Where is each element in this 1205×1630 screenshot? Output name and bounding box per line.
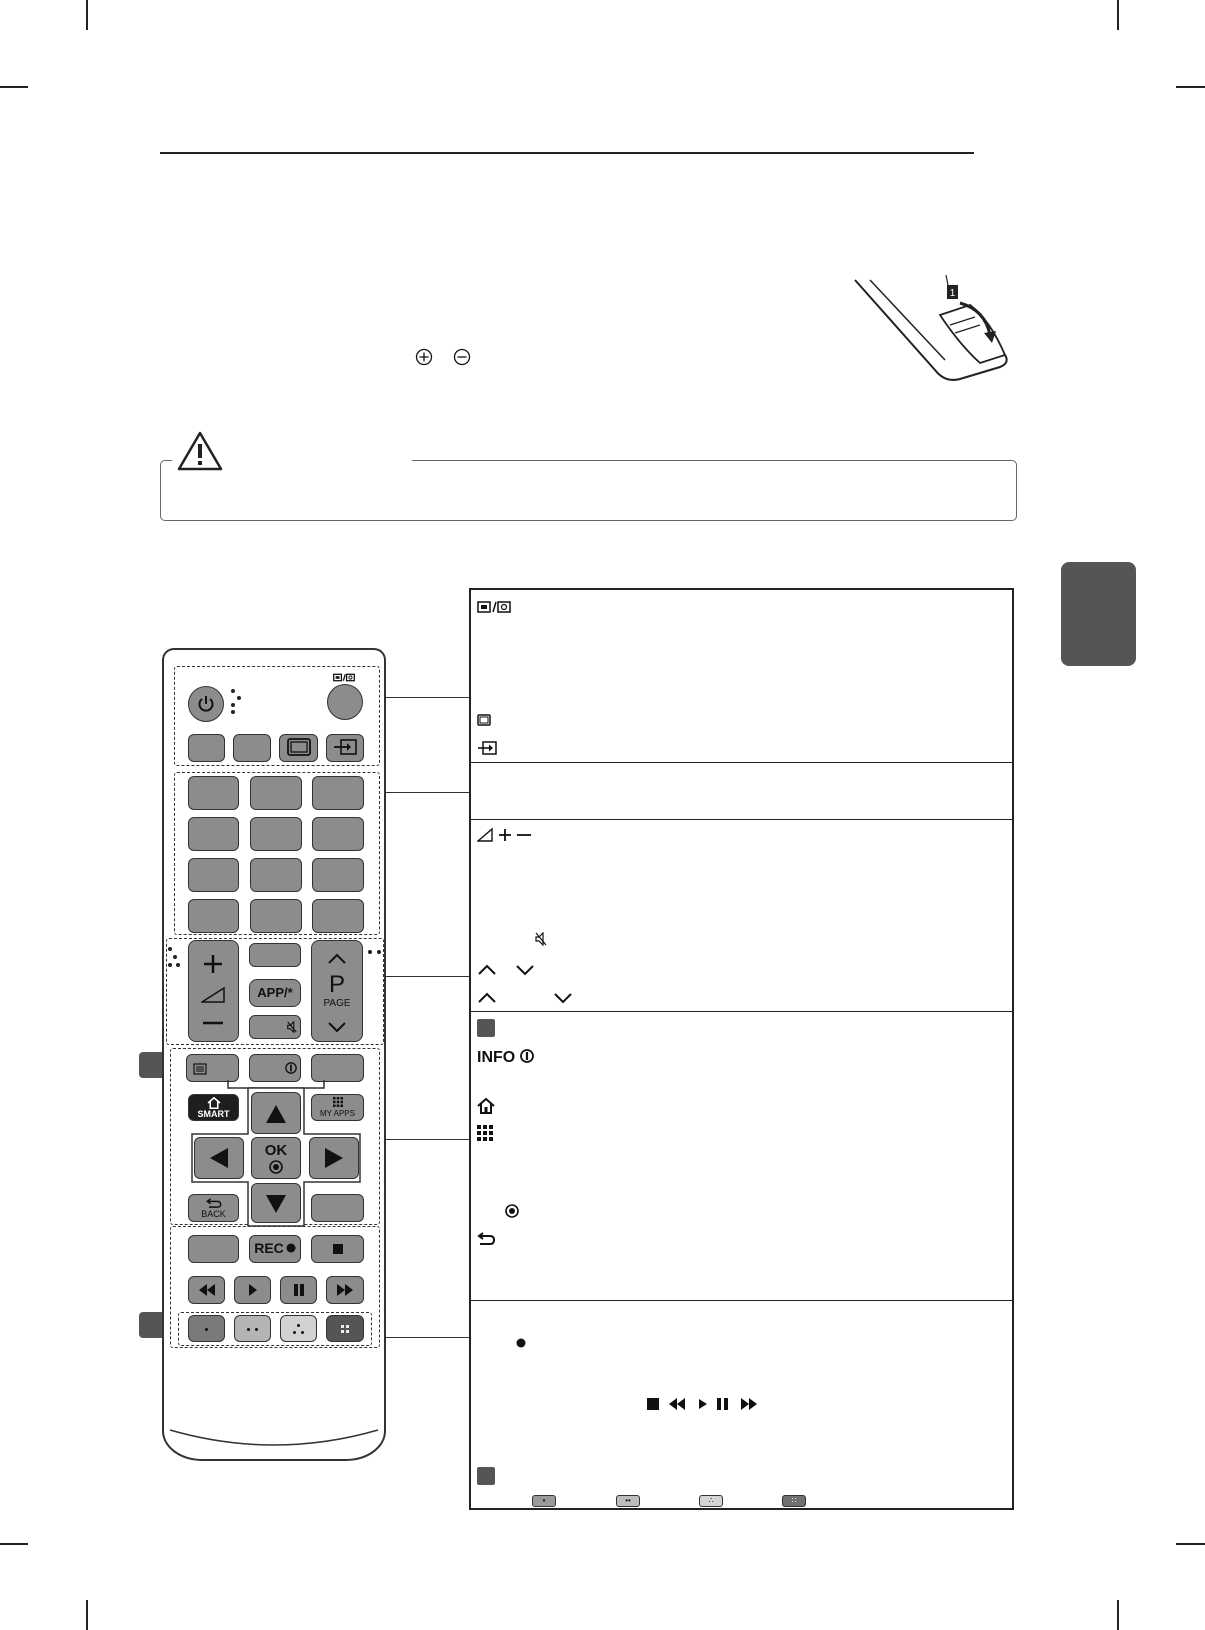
- battery-plus-icon: [415, 348, 433, 366]
- svg-text:1: 1: [949, 288, 956, 299]
- battery-cover-illustration: [850, 275, 1020, 395]
- channel-down-icon: [327, 1021, 347, 1033]
- ok-wheel-icon: [269, 1160, 283, 1174]
- crop-mark: [1117, 1600, 1119, 1630]
- indicator-dot: [168, 947, 172, 951]
- input-icon: [333, 739, 357, 755]
- settings-button[interactable]: [311, 1054, 364, 1082]
- crop-mark: [1117, 0, 1119, 30]
- ratio-icon: [287, 738, 311, 756]
- volume-plus-minus-icon: [477, 827, 533, 843]
- tv-rad-icon: [477, 600, 511, 614]
- smart-label: SMART: [197, 1109, 230, 1119]
- tv-rad-button[interactable]: [327, 684, 363, 720]
- indicator-dot: [173, 955, 177, 959]
- play-icon: [248, 1284, 258, 1296]
- ok-button[interactable]: [251, 1137, 301, 1179]
- input-button[interactable]: [326, 734, 364, 762]
- indicator-dot: [237, 696, 241, 700]
- side-tab: [1061, 562, 1136, 666]
- stop-icon: [333, 1244, 343, 1254]
- volume-plus-icon: [202, 953, 224, 975]
- blue-key-icon: ∷: [782, 1495, 806, 1507]
- battery-minus-icon: [453, 348, 471, 366]
- mute-button[interactable]: [249, 1015, 301, 1039]
- table-divider: [471, 762, 1012, 763]
- indicator-dot: [176, 963, 180, 967]
- ok-wheel-icon: [505, 1204, 519, 1218]
- home-icon: [477, 1097, 495, 1115]
- number-button[interactable]: [250, 858, 302, 892]
- red-key-icon: •: [532, 1495, 556, 1507]
- info-text: INFO: [477, 1049, 516, 1066]
- two-dots-icon: [247, 1328, 250, 1331]
- fast-forward-icon: [336, 1284, 354, 1296]
- indicator-dot: [368, 950, 372, 954]
- back-label: BACK: [201, 1209, 226, 1219]
- volume-icon: [201, 987, 225, 1003]
- right-button[interactable]: [309, 1137, 359, 1179]
- number-button[interactable]: [312, 899, 364, 933]
- power-icon: [197, 695, 215, 713]
- number-button[interactable]: [312, 858, 364, 892]
- left-button[interactable]: [194, 1137, 244, 1179]
- crop-mark: [0, 1543, 28, 1545]
- exit-button[interactable]: [311, 1194, 364, 1222]
- remote-bottom-curve: [168, 1420, 380, 1460]
- crop-mark: [1176, 86, 1205, 88]
- back-icon: [206, 1198, 222, 1208]
- number-button[interactable]: [312, 776, 364, 810]
- yellow-button[interactable]: [280, 1315, 317, 1342]
- app-star-button[interactable]: [249, 979, 301, 1007]
- rec-button[interactable]: [249, 1235, 301, 1263]
- channel-down-icon: [515, 964, 535, 976]
- mute-icon: [535, 932, 547, 946]
- my-apps-label: MY APPS: [320, 1109, 355, 1118]
- crop-mark: [86, 1600, 88, 1630]
- blue-button[interactable]: [326, 1315, 364, 1342]
- rec-label: REC: [254, 1240, 284, 1256]
- function-button-1[interactable]: [188, 734, 225, 762]
- info-button[interactable]: [249, 1054, 301, 1082]
- leader-line: [383, 1139, 469, 1140]
- arrow-up-icon: [265, 1104, 287, 1124]
- crop-mark: [0, 86, 28, 88]
- pause-button[interactable]: [280, 1276, 317, 1304]
- arrow-left-icon: [209, 1147, 229, 1169]
- fast-forward-button[interactable]: [326, 1276, 364, 1304]
- green-button[interactable]: [234, 1315, 271, 1342]
- yellow-key-icon: ∴: [699, 1495, 723, 1507]
- record-dot-icon: [286, 1243, 296, 1253]
- number-button[interactable]: [250, 899, 302, 933]
- caution-icon: [176, 430, 224, 472]
- power-button[interactable]: [188, 686, 224, 722]
- playback-controls-icon: [647, 1397, 763, 1411]
- caution-box: [160, 460, 1017, 521]
- callout-marker-icon: [477, 1467, 495, 1485]
- rewind-icon: [198, 1284, 216, 1296]
- crop-mark: [1176, 1543, 1205, 1545]
- guide-button[interactable]: [186, 1054, 239, 1082]
- green-key-icon: ••: [616, 1495, 640, 1507]
- number-button[interactable]: [188, 817, 239, 851]
- indicator-dot: [231, 689, 235, 693]
- page-up-icon: [477, 992, 497, 1004]
- stop-button[interactable]: [311, 1235, 364, 1263]
- list-icon: [193, 1063, 207, 1075]
- callout-marker-icon: [477, 1019, 495, 1037]
- header-rule: [160, 152, 974, 154]
- mute-icon: [286, 1021, 298, 1033]
- channel-up-icon: [327, 953, 347, 965]
- number-button[interactable]: [250, 776, 302, 810]
- volume-minus-icon: [202, 1020, 224, 1026]
- number-button[interactable]: [188, 899, 239, 933]
- channel-page-rocker[interactable]: [311, 940, 363, 1042]
- app-star-label: APP/*: [257, 985, 293, 1000]
- my-apps-icon: [477, 1125, 493, 1141]
- indicator-dot: [168, 963, 172, 967]
- back-button[interactable]: [188, 1194, 239, 1222]
- center-top-button[interactable]: [249, 943, 301, 967]
- leader-line: [383, 697, 469, 698]
- leader-line: [383, 1337, 469, 1338]
- volume-rocker[interactable]: [188, 940, 239, 1042]
- three-dots-icon: [297, 1324, 300, 1327]
- p-label: P: [328, 971, 345, 998]
- number-button[interactable]: [250, 817, 302, 851]
- down-button[interactable]: [251, 1183, 301, 1223]
- record-dot-icon: [516, 1338, 526, 1348]
- info-icon: [285, 1062, 297, 1074]
- ratio-button[interactable]: [279, 734, 318, 762]
- table-divider: [471, 1300, 1012, 1301]
- number-button[interactable]: [188, 776, 239, 810]
- arrow-right-icon: [324, 1147, 344, 1169]
- up-button[interactable]: [251, 1092, 301, 1134]
- pause-icon: [294, 1284, 304, 1296]
- ok-label: OK: [264, 1142, 288, 1159]
- indicator-dot: [231, 703, 235, 707]
- function-button-2[interactable]: [233, 734, 271, 762]
- number-button[interactable]: [312, 817, 364, 851]
- indicator-dot: [377, 950, 381, 954]
- page-down-icon: [553, 992, 573, 1004]
- table-divider: [471, 819, 1012, 820]
- rewind-button[interactable]: [188, 1276, 225, 1304]
- ratio-icon: [477, 714, 491, 726]
- button-description-table: [469, 588, 1014, 1510]
- four-dots-icon: [341, 1325, 344, 1328]
- indicator-dot: [231, 710, 235, 714]
- red-button[interactable]: [188, 1315, 225, 1342]
- table-divider: [471, 1011, 1012, 1012]
- function-button-3[interactable]: [188, 1235, 239, 1263]
- crop-mark: [86, 0, 88, 30]
- leader-line: [383, 976, 469, 977]
- info-icon: [520, 1049, 534, 1063]
- one-dot-icon: [205, 1328, 208, 1331]
- play-button[interactable]: [234, 1276, 271, 1304]
- page-label: PAGE: [323, 998, 351, 1009]
- tv-rad-label-icon: [333, 673, 355, 682]
- number-button[interactable]: [188, 858, 239, 892]
- input-icon: [477, 741, 497, 755]
- channel-up-icon: [477, 964, 497, 976]
- arrow-down-icon: [265, 1194, 287, 1214]
- back-icon: [477, 1231, 495, 1245]
- leader-line: [383, 792, 469, 793]
- info-label: [477, 1049, 534, 1067]
